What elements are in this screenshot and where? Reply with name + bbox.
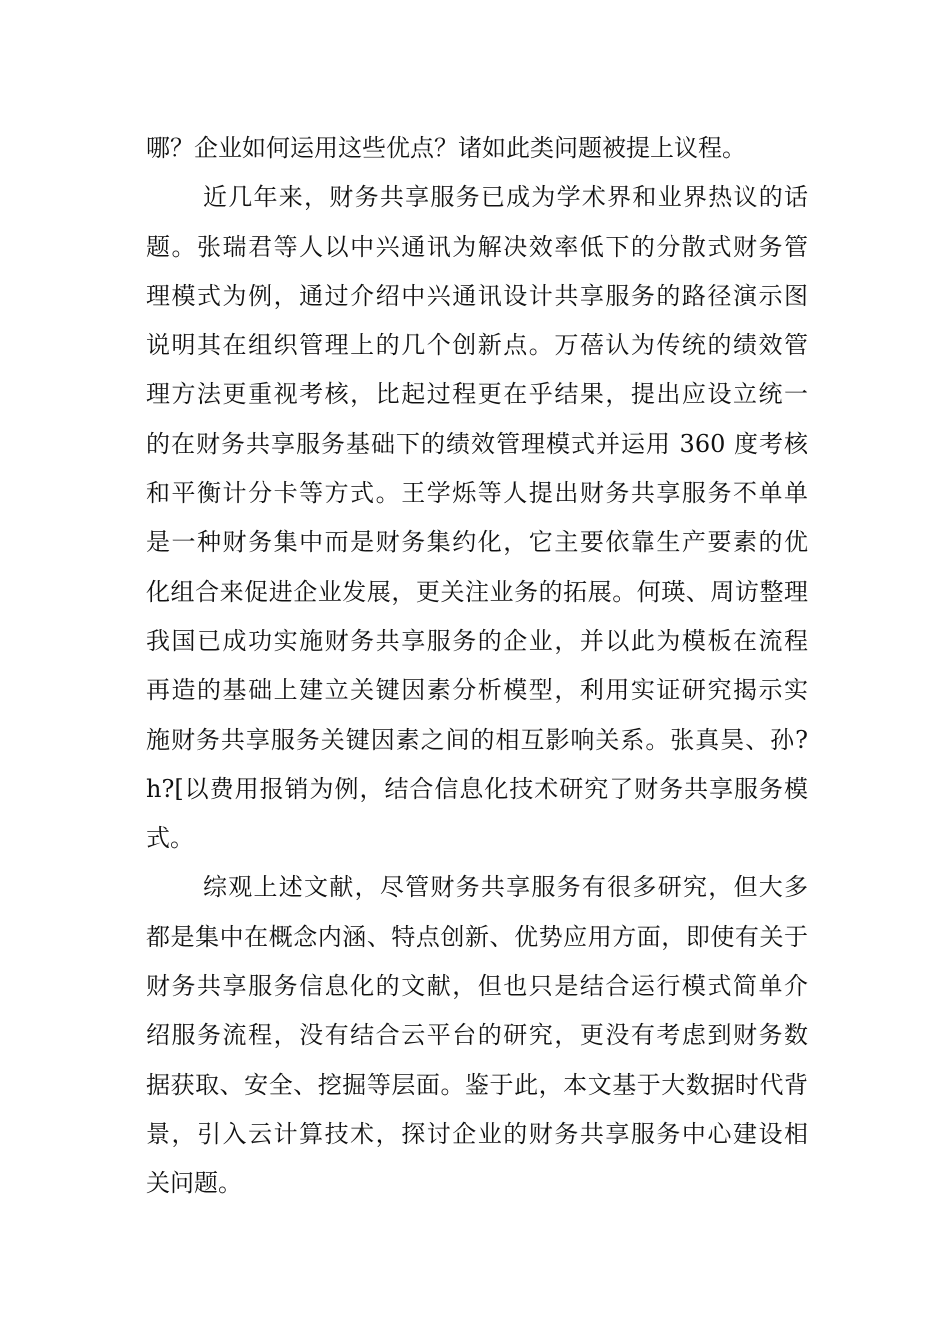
text-line: 式。	[146, 824, 194, 853]
text-line: 再造的基础上建立关键因素分析模型，利用实证研究揭示实	[146, 676, 808, 705]
body-text	[146, 124, 808, 1209]
text-line: 的在财务共享服务基础下的绩效管理模式并运用 360 度考核	[146, 429, 808, 458]
text-line: 综观上述文献，尽管财务共享服务有很多研究，但大多	[203, 873, 808, 902]
text-line: 绍服务流程，没有结合云平台的研究，更没有考虑到财务数	[146, 1021, 808, 1050]
paragraph-3	[146, 863, 808, 1208]
text-line: 都是集中在概念内涵、特点创新、优势应用方面，即使有关于	[146, 922, 808, 951]
text-line: h?[以费用报销为例，结合信息化技术研究了财务共享服务模	[146, 774, 808, 803]
text-line: 景，引入云计算技术，探讨企业的财务共享服务中心建设相	[146, 1119, 808, 1148]
text-line: 是一种财务集中而是财务集约化，它主要依靠生产要素的优	[146, 528, 808, 557]
text-line: 据获取、安全、挖掘等层面。鉴于此，本文基于大数据时代背	[146, 1070, 808, 1099]
text-line: 化组合来促进企业发展，更关注业务的拓展。何瑛、周访整理	[146, 577, 808, 606]
paragraph-2	[146, 173, 808, 863]
text-line: 理方法更重视考核，比起过程更在乎结果，提出应设立统一	[146, 380, 808, 409]
text-line: 哪？企业如何运用这些优点？诸如此类问题被提上议程。	[146, 134, 746, 162]
text-line: 和平衡计分卡等方式。王学烁等人提出财务共享服务不单单	[146, 479, 808, 508]
text-line: 题。张瑞君等人以中兴通讯为解决效率低下的分散式财务管	[146, 232, 808, 261]
text-line: 理模式为例，通过介绍中兴通讯设计共享服务的路径演示图	[146, 281, 808, 310]
text-line: 说明其在组织管理上的几个创新点。万蓓认为传统的绩效管	[146, 331, 808, 360]
text-line: 关问题。	[146, 1169, 242, 1198]
text-line: 施财务共享服务关键因素之间的相互影响关系。张真昊、孙?	[146, 725, 808, 754]
paragraph-1	[146, 124, 808, 173]
text-line: 财务共享服务信息化的文献，但也只是结合运行模式简单介	[146, 972, 808, 1001]
text-line: 近几年来，财务共享服务已成为学术界和业界热议的话	[203, 183, 808, 212]
text-line: 我国已成功实施财务共享服务的企业，并以此为模板在流程	[146, 626, 808, 655]
